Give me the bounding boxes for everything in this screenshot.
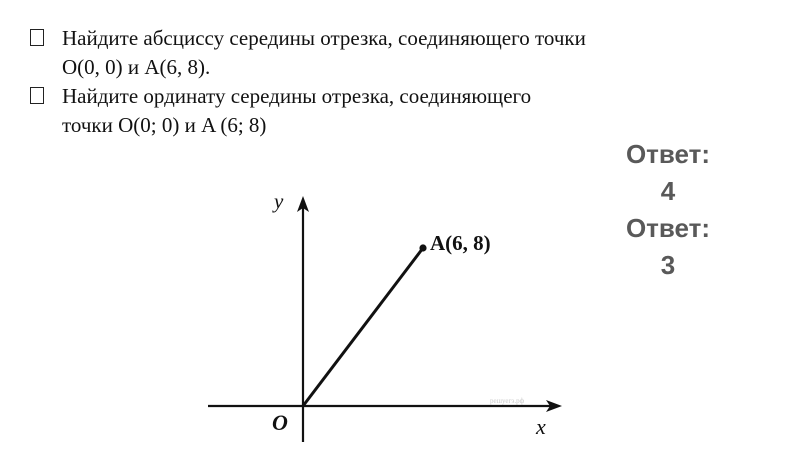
x-axis-label: x xyxy=(536,414,546,439)
answer-value: 3 xyxy=(660,250,676,280)
bullet-icon xyxy=(30,87,44,104)
answers xyxy=(608,136,728,284)
bullet-icon xyxy=(30,29,44,46)
segment-oa xyxy=(303,248,423,406)
coordinate-diagram xyxy=(200,180,580,450)
answer-label: Ответ: xyxy=(625,213,711,243)
task-text-line: Найдите абсциссу середины отрезка, соединяющего точки xyxy=(62,26,586,50)
origin-label: O xyxy=(272,410,288,435)
point-a xyxy=(419,244,426,251)
point-a-label: A(6, 8) xyxy=(430,231,491,255)
task-text-line: O(0, 0) и A(6, 8). xyxy=(62,55,211,79)
task-list xyxy=(28,24,768,140)
task-item-1 xyxy=(28,24,768,82)
task-text-line: Найдите ординату середины отрезка, соединяющего xyxy=(62,84,532,108)
task-text-line: точки O(0; 0) и A (6; 8) xyxy=(62,113,267,137)
watermark: решуегэ.рф xyxy=(490,397,525,405)
y-axis-label: y xyxy=(274,189,284,213)
answer-label: Ответ: xyxy=(625,139,711,169)
answer-value: 4 xyxy=(660,176,676,206)
task-item-2 xyxy=(28,82,768,140)
